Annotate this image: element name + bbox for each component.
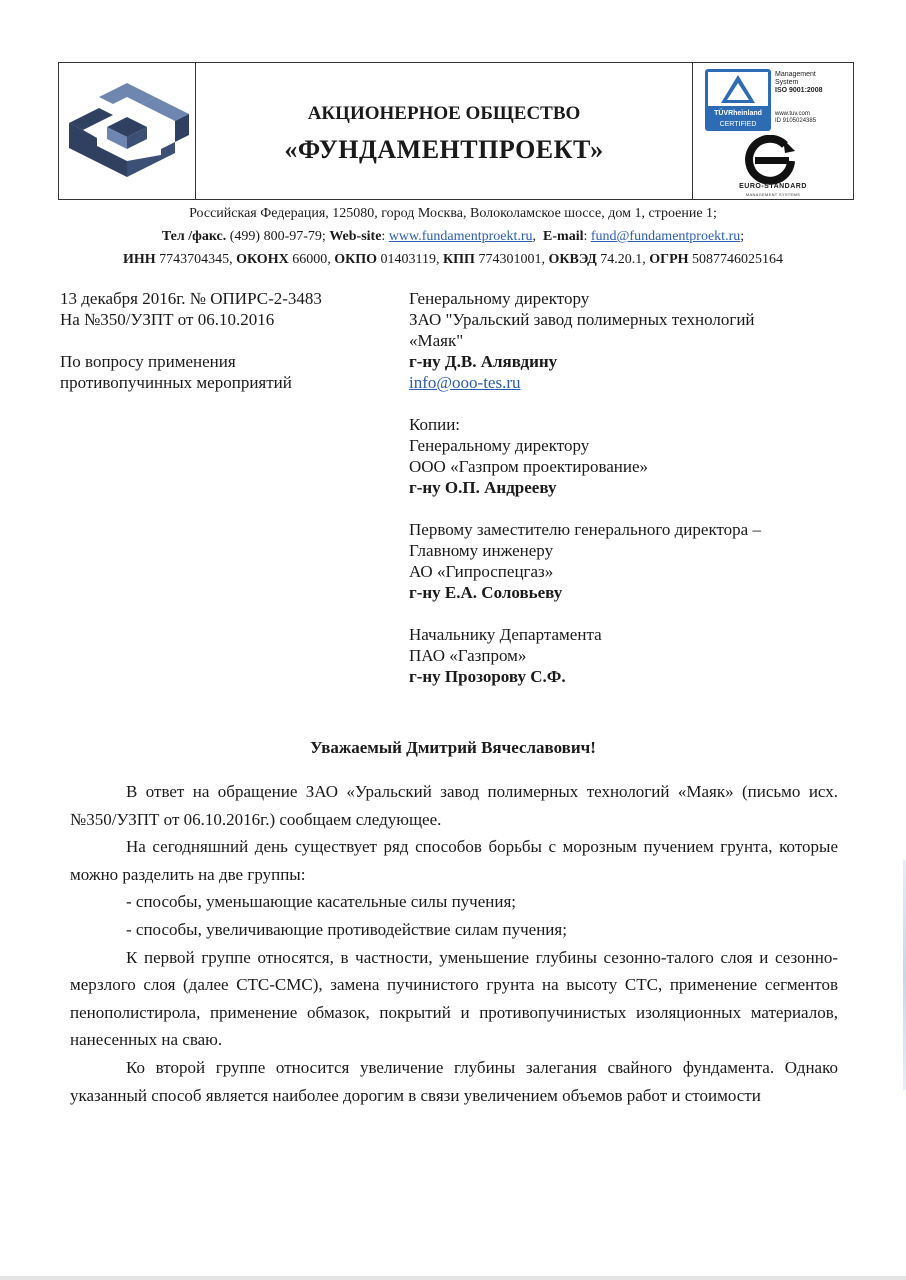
copy3-title: Начальнику Департамента [409,625,602,644]
copy2-title-line-1: Первому заместителю генерального директора – [409,520,761,539]
euro-standard-label: EURO-STANDARD [739,183,807,190]
scan-bottom-edge [0,1276,906,1280]
copy3-org: ПАО «Газпром» [409,646,527,665]
copy2-title-line-2: Главному инженеру [409,541,554,560]
company-title-cell [195,63,693,199]
cert-id-text: www.tuv.com ID 9105024385 [775,111,817,124]
letter-meta [60,288,380,393]
reply-reference: На №350/УЗПТ от 06.10.2016 [60,310,275,329]
company-name: «ФУНДАМЕНТПРОЕКТ» [284,135,604,164]
copy1-name: г-ну О.П. Андрееву [409,478,557,497]
company-type: АКЦИОНЕРНОЕ ОБЩЕСТВО [307,103,581,124]
addressee-org-line-2: «Маяк" [409,331,464,350]
tuv-brand-text: TÜVRheinland [714,110,762,117]
subject-line-1: По вопросу применения [60,352,236,371]
letterhead [58,62,854,200]
copy1-title: Генеральному директору [409,436,590,455]
tuv-certified-icon [705,69,771,131]
cert-standard-text: Management System ISO 9001:2008 [775,71,823,94]
body-list-item-2: - способы, увеличивающие противодействие силам пучения; [126,919,567,939]
copy2-name: г-ну Е.А. Соловьеву [409,583,563,602]
email-link[interactable]: fund@fundamentproekt.ru [590,229,741,244]
copy2-org: АО «Гипроспецгаз» [409,562,554,581]
addressees [409,288,849,687]
body-paragraph-4: Ко второй группе относится увеличение глубины залегания свайного фундамента. Однако указанный способ является наиболее дорогим в связи увеличением объемов работ и стоимости [70,1057,838,1105]
body-paragraph-2: На сегодняшний день существует ряд способов борьбы с морозным пучением грунта, которые можно разделить на две группы: [70,837,838,884]
euro-standard-logo-icon [743,135,799,185]
body-paragraph-1: В ответ на обращение ЗАО «Уральский завод полимерных технологий «Маяк» (письмо исх. №350/УЗПТ от 06.10.2016г.) сообщаем следующее. [70,782,838,829]
addressee-email-link[interactable]: info@ooo-tes.ru [409,373,521,392]
euro-standard-sub: MANAGEMENT SYSTEMS [745,192,801,197]
body-list-item-1: - способы, уменьшающие касательные силы пучения; [126,892,517,912]
greeting: Уважаемый Дмитрий Вячеславович! [310,738,596,757]
company-registration-codes: ИНН 7743704345, ОКОНХ 66000, ОКПО 01403119, КПП 774301001, ОКВЭД 74.20.1, ОГРН 5087746025164 [122,252,784,267]
body-paragraph-3: К первой группе относятся, в частности, уменьшение глубины сезонно-талого слоя и сезонно-мерзлого слоя (далее СТС-СМС), замена пучинистого грунта на высоту СТС, применение сегментов пенополистирола, применение обмазок, покрытий и противопучинистых изоляционных материалов, нанесенных на сваю. [70,947,838,1050]
website-link[interactable]: www.fundamentproekt.ru [388,229,533,244]
copy1-org: ООО «Газпром проектирование» [409,457,649,476]
addressee-org-line-1: ЗАО "Уральский завод полимерных технологий [409,310,755,329]
addressee-title: Генеральному директору [409,289,590,308]
company-logo-icon [59,63,195,199]
certification-cell [692,63,853,199]
tuv-certified-text: CERTIFIED [719,121,757,128]
subject-line-2: противопучинных мероприятий [60,373,292,392]
letter-body [70,778,838,1109]
copies-label: Копии: [409,415,461,434]
copy3-name: г-ну Прозорову С.Ф. [409,667,566,686]
company-address: Российская Федерация, 125080, город Москва, Волоколамское шоссе, дом 1, строение 1; [189,206,717,221]
addressee-name: г-ну Д.В. Алявдину [409,352,558,371]
company-phone-web-email: Тел /факс. (499) 800-97-79; Web-site: www.fundamentproekt.ru, E-mail: fund@fundamentproekt.ru; [161,229,745,244]
company-logo-cell [59,63,196,199]
date-reference: 13 декабря 2016г. № ОПИРС-2-3483 [60,289,322,308]
